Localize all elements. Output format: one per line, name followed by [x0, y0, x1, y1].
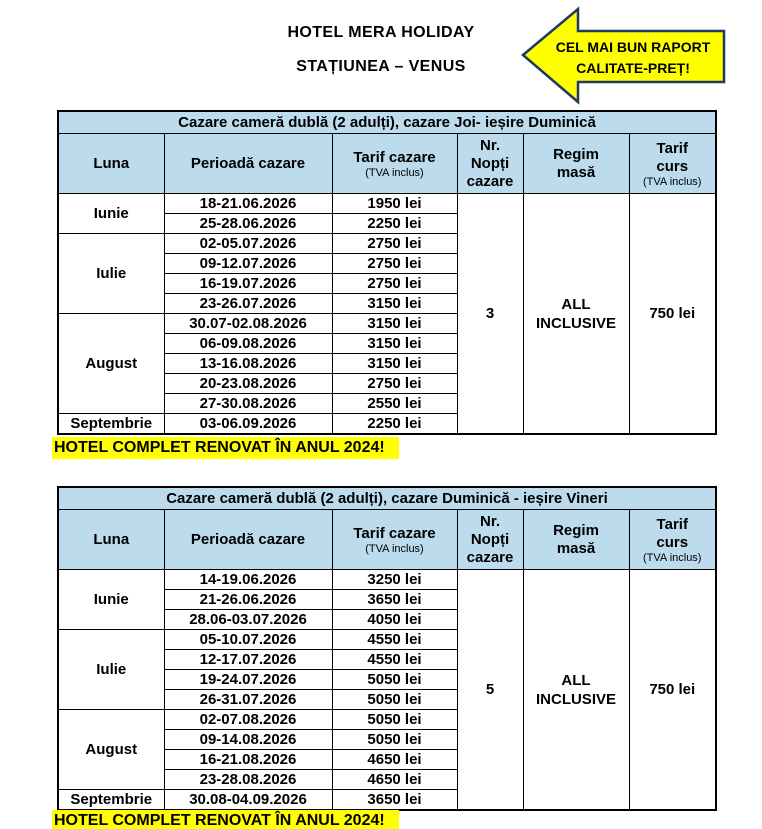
column-header-cell — [58, 134, 164, 194]
price-cell: 5050 lei — [332, 690, 457, 710]
column-header-cell — [523, 510, 629, 570]
month-cell: Iunie — [58, 570, 164, 630]
best-price-badge — [553, 37, 713, 79]
period-cell: 27-30.08.2026 — [164, 394, 332, 414]
period-cell: 19-24.07.2026 — [164, 670, 332, 690]
month-cell: Iunie — [58, 194, 164, 234]
meal-plan-line: ALL — [561, 295, 591, 313]
table-title: Cazare cameră dublă (2 adulți), cazare Duminică - ieșire Vineri — [58, 487, 716, 510]
column-header-cell — [457, 510, 523, 570]
exchange-tariff-cell: 750 lei — [629, 194, 716, 435]
rate-row — [58, 570, 716, 590]
price-cell: 3150 lei — [332, 334, 457, 354]
period-cell: 09-12.07.2026 — [164, 254, 332, 274]
price-cell: 2750 lei — [332, 254, 457, 274]
price-cell: 5050 lei — [332, 730, 457, 750]
price-cell: 3150 lei — [332, 354, 457, 374]
meal-plan-line: INCLUSIVE — [535, 314, 616, 332]
column-header-cell — [332, 134, 457, 194]
meal-plan-cell — [523, 570, 629, 811]
renovation-note: HOTEL COMPLET RENOVAT ÎN ANUL 2024! — [52, 810, 399, 829]
column-header-line: Tarif cazare — [353, 524, 436, 542]
price-cell: 5050 lei — [332, 710, 457, 730]
column-header-line: Nr. — [479, 512, 500, 530]
column-header-line: Regim — [553, 145, 599, 163]
month-cell: Iulie — [58, 234, 164, 314]
price-cell: 4550 lei — [332, 650, 457, 670]
period-cell: 13-16.08.2026 — [164, 354, 332, 374]
price-cell: 3650 lei — [332, 790, 457, 811]
hotel-name-title: HOTEL MERA HOLIDAY — [287, 24, 475, 41]
column-header-line: Nopți — [470, 154, 510, 172]
column-header-line: curs — [656, 157, 689, 175]
column-header-line: Tarif cazare — [353, 148, 436, 166]
column-header-line: Nopți — [470, 530, 510, 548]
column-header-cell — [629, 134, 716, 194]
month-cell: August — [58, 710, 164, 790]
column-header-line: Luna — [93, 154, 130, 172]
period-cell: 02-07.08.2026 — [164, 710, 332, 730]
price-table — [57, 486, 717, 811]
tva-note: (TVA inclus) — [643, 551, 702, 564]
period-cell: 06-09.08.2026 — [164, 334, 332, 354]
rates-table-sun-fri — [57, 486, 717, 811]
column-header-line: masă — [556, 539, 596, 557]
renovation-note: HOTEL COMPLET RENOVAT ÎN ANUL 2024! — [52, 437, 399, 459]
tva-note: (TVA inclus) — [643, 175, 702, 188]
period-cell: 20-23.08.2026 — [164, 374, 332, 394]
column-header-cell — [457, 134, 523, 194]
table-title-row — [58, 111, 716, 134]
period-cell: 23-28.08.2026 — [164, 770, 332, 790]
column-header-line: Regim — [553, 521, 599, 539]
rates-table-thu-sun — [57, 110, 717, 435]
nights-cell: 3 — [457, 194, 523, 435]
month-cell: Septembrie — [58, 790, 164, 811]
period-cell: 12-17.07.2026 — [164, 650, 332, 670]
tva-note: (TVA inclus) — [365, 166, 424, 179]
month-cell: Septembrie — [58, 414, 164, 435]
price-cell: 5050 lei — [332, 670, 457, 690]
period-cell: 03-06.09.2026 — [164, 414, 332, 435]
price-cell: 2750 lei — [332, 374, 457, 394]
badge-line-1: CEL MAI BUN RAPORT — [555, 39, 711, 55]
column-header-row — [58, 510, 716, 570]
price-cell: 3250 lei — [332, 570, 457, 590]
price-cell: 2550 lei — [332, 394, 457, 414]
period-cell: 09-14.08.2026 — [164, 730, 332, 750]
period-cell: 05-10.07.2026 — [164, 630, 332, 650]
period-cell: 26-31.07.2026 — [164, 690, 332, 710]
column-header-cell — [332, 510, 457, 570]
month-cell: August — [58, 314, 164, 414]
price-cell: 2250 lei — [332, 214, 457, 234]
column-header-line: Nr. — [479, 136, 500, 154]
period-cell: 25-28.06.2026 — [164, 214, 332, 234]
column-header-line: cazare — [466, 172, 514, 190]
column-header-row — [58, 134, 716, 194]
column-header-cell — [164, 134, 332, 194]
column-header-line: Tarif — [656, 515, 688, 533]
column-header-line: masă — [556, 163, 596, 181]
tva-note: (TVA inclus) — [365, 542, 424, 555]
column-header-line: Perioadă cazare — [190, 154, 306, 172]
period-cell: 23-26.07.2026 — [164, 294, 332, 314]
period-cell: 21-26.06.2026 — [164, 590, 332, 610]
column-header-cell — [164, 510, 332, 570]
column-header-line: Luna — [93, 530, 130, 548]
resort-subtitle: STAȚIUNEA – VENUS — [296, 58, 466, 75]
price-cell: 2250 lei — [332, 414, 457, 435]
period-cell: 14-19.06.2026 — [164, 570, 332, 590]
column-header-cell — [629, 510, 716, 570]
meal-plan-cell — [523, 194, 629, 435]
price-cell: 4050 lei — [332, 610, 457, 630]
period-cell: 18-21.06.2026 — [164, 194, 332, 214]
price-cell: 2750 lei — [332, 234, 457, 254]
period-cell: 16-19.07.2026 — [164, 274, 332, 294]
price-cell: 4650 lei — [332, 770, 457, 790]
period-cell: 28.06-03.07.2026 — [164, 610, 332, 630]
period-cell: 30.08-04.09.2026 — [164, 790, 332, 811]
price-cell: 3650 lei — [332, 590, 457, 610]
nights-cell: 5 — [457, 570, 523, 811]
meal-plan-line: INCLUSIVE — [535, 690, 616, 708]
table-title-row — [58, 487, 716, 510]
badge-line-2: CALITATE-PREȚ! — [576, 60, 690, 76]
month-cell: Iulie — [58, 630, 164, 710]
price-cell: 3150 lei — [332, 294, 457, 314]
column-header-line: cazare — [466, 548, 514, 566]
column-header-cell — [58, 510, 164, 570]
column-header-line: Tarif — [656, 139, 688, 157]
price-cell: 4550 lei — [332, 630, 457, 650]
period-cell: 16-21.08.2026 — [164, 750, 332, 770]
column-header-cell — [523, 134, 629, 194]
price-cell: 4650 lei — [332, 750, 457, 770]
rate-row — [58, 194, 716, 214]
price-cell: 1950 lei — [332, 194, 457, 214]
price-cell: 3150 lei — [332, 314, 457, 334]
price-table — [57, 110, 717, 435]
price-cell: 2750 lei — [332, 274, 457, 294]
period-cell: 30.07-02.08.2026 — [164, 314, 332, 334]
period-cell: 02-05.07.2026 — [164, 234, 332, 254]
table-title: Cazare cameră dublă (2 adulți), cazare Joi- ieșire Duminică — [58, 111, 716, 134]
column-header-line: curs — [656, 533, 689, 551]
exchange-tariff-cell: 750 lei — [629, 570, 716, 811]
meal-plan-line: ALL — [561, 671, 591, 689]
column-header-line: Perioadă cazare — [190, 530, 306, 548]
